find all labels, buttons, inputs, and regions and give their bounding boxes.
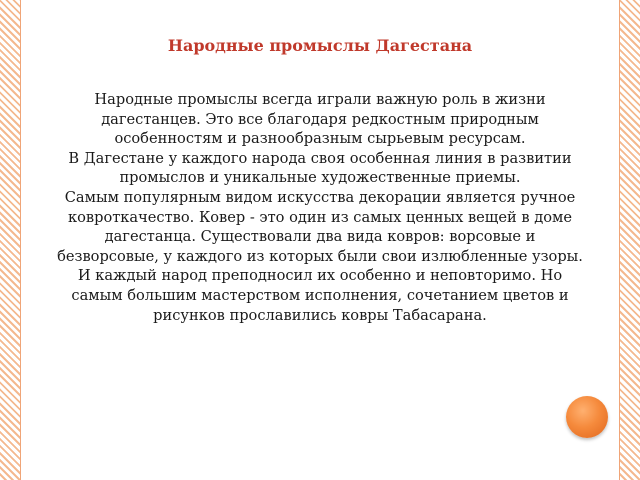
left-striped-border	[0, 0, 20, 480]
left-border-line	[20, 0, 21, 480]
orange-circle-icon	[566, 396, 608, 438]
right-striped-border	[620, 0, 640, 480]
slide-body	[56, 90, 584, 325]
paragraph-intro: Народные промыслы всегда играли важную роль в жизни дагестанцев. Это все благодаря редкостным природным особенностям и разнообразным сырьевым ресурсам.	[94, 91, 546, 148]
slide-title: Народные промыслы Дагестана	[167, 36, 473, 55]
right-border-line	[619, 0, 620, 480]
paragraph-carpet-weaving: Самым популярным видом искусства декорации является ручное ковроткачество. Ковер - это один из самых ценных вещей в доме дагестанца. Существовали два вида ковров: ворсовые и безворсовые, у каждого из которых были свои излюбленные узоры. И каждый народ преподносил их особенно и неповторимо. Но самым большим мастерством исполнения, сочетанием цветов и рисунков прославились ковры Табасарана.	[57, 188, 583, 324]
paragraph-unique-techniques: В Дагестане у каждого народа своя особенная линия в развитии промыслов и уникальные художественные приемы.	[68, 149, 572, 187]
